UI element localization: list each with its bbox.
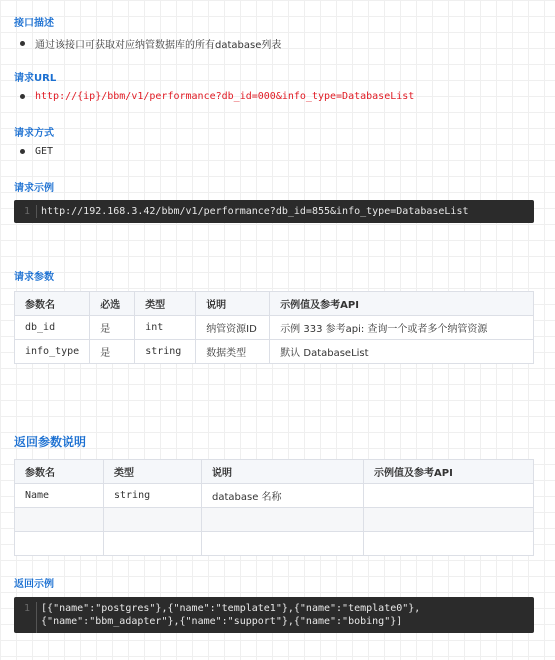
header-cell: 类型 bbox=[135, 292, 196, 316]
return-table-wrap bbox=[14, 459, 534, 556]
table-header-row bbox=[15, 292, 534, 316]
table-cell: string bbox=[104, 484, 202, 508]
line-number: 1 bbox=[14, 602, 37, 633]
bullet-icon bbox=[20, 41, 25, 46]
return-example-heading: 返回示例 bbox=[14, 579, 54, 590]
desc-heading: 接口描述 bbox=[14, 18, 54, 29]
table-cell: 是 bbox=[90, 340, 135, 364]
code-text: [{"name":"postgres"},{"name":"template1"},{"name":"template0"}, {"name":"bbm_adapter"},{"name":"support"},{"name":"bobing"}] bbox=[41, 603, 421, 627]
request-example-code[interactable] bbox=[14, 200, 534, 223]
table-cell: 纳管资源ID bbox=[196, 316, 270, 340]
url-text: http://{ip}/bbm/v1/performance?db_id=000&info_type=DatabaseList bbox=[35, 91, 415, 102]
table-cell: Name bbox=[15, 484, 104, 508]
table-cell bbox=[364, 532, 534, 556]
table-cell bbox=[15, 508, 104, 532]
table-row bbox=[15, 508, 534, 532]
table-cell bbox=[202, 532, 364, 556]
bullet-icon bbox=[20, 149, 25, 154]
table-cell: string bbox=[135, 340, 196, 364]
url-item bbox=[14, 91, 534, 102]
method-text: GET bbox=[35, 146, 54, 157]
bullet-icon bbox=[20, 94, 25, 99]
example-heading: 请求示例 bbox=[14, 183, 54, 194]
table-row bbox=[15, 340, 534, 364]
return-heading: 返回参数说明 bbox=[14, 435, 87, 449]
params-heading: 请求参数 bbox=[14, 272, 54, 283]
url-heading: 请求URL bbox=[14, 73, 57, 84]
params-table bbox=[14, 291, 534, 364]
line-number: 1 bbox=[14, 205, 37, 218]
header-cell: 示例值及参考API bbox=[270, 292, 534, 316]
table-row bbox=[15, 316, 534, 340]
table-cell bbox=[364, 508, 534, 532]
table-cell bbox=[202, 508, 364, 532]
table-row bbox=[15, 532, 534, 556]
method-item bbox=[14, 146, 534, 157]
desc-item bbox=[14, 36, 534, 51]
header-cell: 说明 bbox=[202, 460, 364, 484]
params-table-wrap bbox=[14, 291, 534, 364]
table-cell bbox=[104, 532, 202, 556]
code-text: http://192.168.3.42/bbm/v1/performance?db_id=855&info_type=DatabaseList bbox=[41, 206, 469, 217]
return-example-code[interactable] bbox=[14, 597, 534, 633]
table-cell: 是 bbox=[90, 316, 135, 340]
header-cell: 必选 bbox=[90, 292, 135, 316]
table-header-row bbox=[15, 460, 534, 484]
table-cell: info_type bbox=[15, 340, 90, 364]
table-cell: 示例 333 参考api: 查询一个或者多个纳管资源 bbox=[270, 316, 534, 340]
header-cell: 参数名 bbox=[15, 460, 104, 484]
header-cell: 参数名 bbox=[15, 292, 90, 316]
table-cell: 数据类型 bbox=[196, 340, 270, 364]
header-cell: 类型 bbox=[104, 460, 202, 484]
return-table bbox=[14, 459, 534, 556]
table-cell: database 名称 bbox=[202, 484, 364, 508]
desc-text: 通过该接口可获取对应纳管数据库的所有database列表 bbox=[35, 40, 282, 51]
table-cell: db_id bbox=[15, 316, 90, 340]
header-cell: 示例值及参考API bbox=[364, 460, 534, 484]
table-cell: int bbox=[135, 316, 196, 340]
table-cell: 默认 DatabaseList bbox=[270, 340, 534, 364]
header-cell: 说明 bbox=[196, 292, 270, 316]
method-heading: 请求方式 bbox=[14, 128, 54, 139]
table-cell bbox=[104, 508, 202, 532]
table-row bbox=[15, 484, 534, 508]
table-cell bbox=[15, 532, 104, 556]
table-cell bbox=[364, 484, 534, 508]
